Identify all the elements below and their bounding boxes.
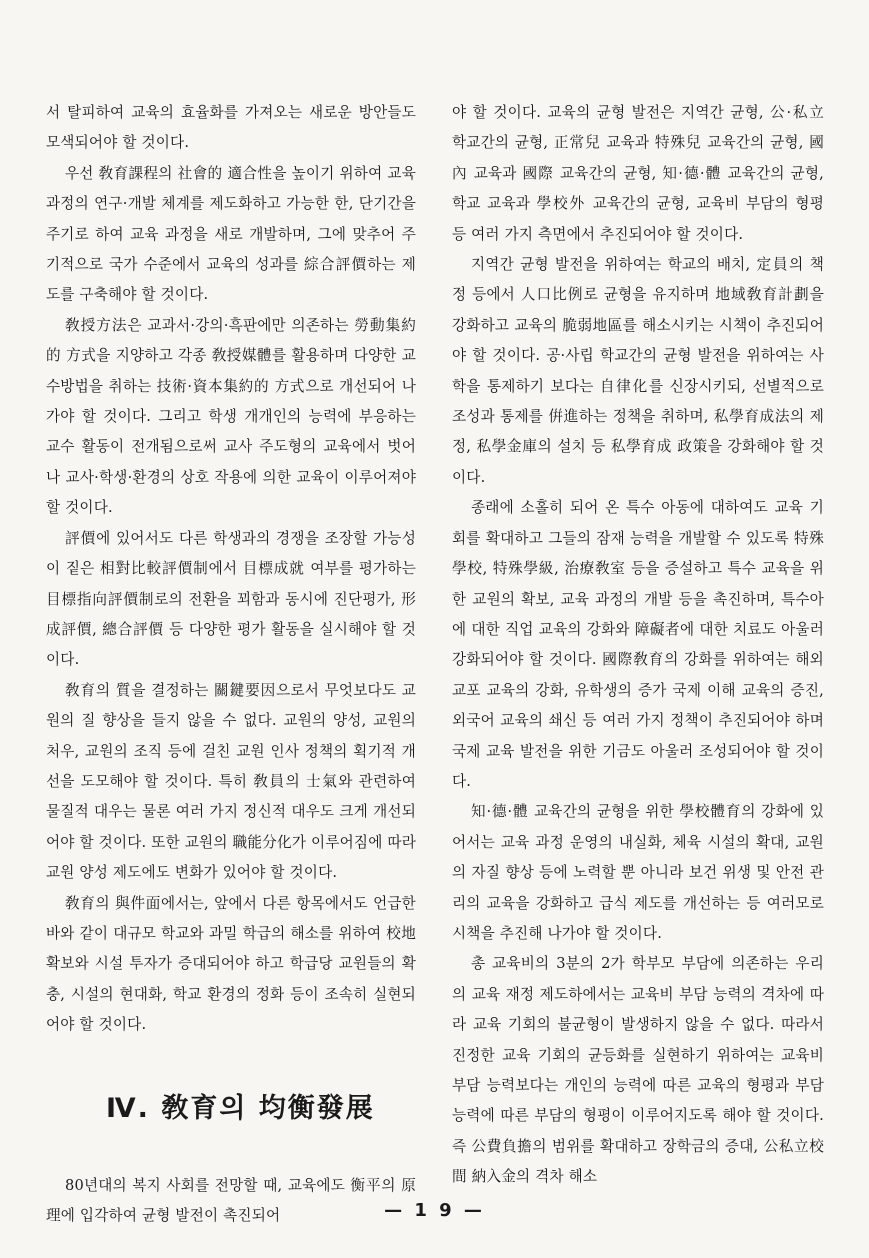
section-heading: Ⅳ. 敎育의 均衡發展 [106, 1092, 375, 1124]
paragraph: 총 교육비의 3분의 2가 학부모 부담에 의존하는 우리의 교육 재정 제도하에서는 교육비 부담 능력의 격차에 따라 교육 기회의 불균형이 발생하지 않을 수 없다. 따라서 진정한 교육 기회의 균등화를 실현하기 위하여는 교육비 부담 능력보다는 개인의 능력에 따른 교육의 형평과 부담 능력에 따른 부담의 형평이 이루어지도록 해야 할 것이다. 즉 公費負擔의 범위를 확대하고 장학금의 증대, 公私立校間 納入金의 격차 해소 [452, 955, 824, 1186]
right-column [452, 98, 824, 1193]
left-column [46, 98, 416, 1231]
paragraph: 80년대의 복지 사회를 전망할 때, 교육에도 衡平의 原理에 입각하여 균형 발전이 촉진되어 [46, 1176, 416, 1224]
paragraph: 評價에 있어서도 다른 학생과의 경쟁을 조장할 가능성이 짙은 相對比較評價制에서 目標成就 여부를 평가하는 目標指向評價制로의 전환을 꾀함과 동시에 진단평가, 形成評價, 總合評價 등 다양한 평가 활동을 실시해야 할 것이다. [46, 529, 416, 669]
page-number: — 1 9 — [384, 1200, 485, 1221]
paragraph: 종래에 소홀히 되어 온 특수 아동에 대하여도 교육 기회를 확대하고 그들의 잠재 능력을 개발할 수 있도록 特殊學校, 特殊學級, 治療敎室 등을 증설하고 특수 교육을 위한 교원의 확보, 교육 과정의 개발 등을 촉진하며, 특수아에 대한 직업 교육의 강화와 障礙者에 대한 치료도 아울러 강화되어야 할 것이다. 國際敎育의 강화를 위하여는 해외 교포 교육의 강화, 유학생의 증가 국제 이해 교육의 증진, 외국어 교육의 쇄신 등 여러 가지 정책이 추진되어야 하며 국제 교육 발전을 위한 기금도 아울러 조성되어야 할 것이다. [452, 499, 824, 790]
paragraph: 지역간 균형 발전을 위하여는 학교의 배치, 定員의 책정 등에서 人口比例로 균형을 유지하며 地域敎育計劃을 강화하고 교육의 脆弱地區를 해소시키는 시책이 추진되어야 할 것이다. 공·사립 학교간의 균형 발전을 위하여는 사학을 통제하기 보다는 自律化를 신장시키되, 선별적으로 조성과 통제를 倂進하는 정책을 취하며, 私學育成法의 제정, 私學金庫의 설치 등 私學育成 政策을 강화해야 할 것이다. [452, 256, 824, 486]
paragraph: 우선 敎育課程의 社會的 適合性을 높이기 위하여 교육 과정의 연구·개발 체계를 제도화하고 가능한 한, 단기간을 주기로 하여 교육 과정을 새로 개발하며, 그에 맞추어 주기적으로 국가 수준에서 교육의 성과를 綜合評價하는 제도를 구축해야 할 것이다. [46, 164, 416, 304]
paragraph: 知·德·體 교육간의 균형을 위한 學校體育의 강화에 있어서는 교육 과정 운영의 내실화, 체육 시설의 확대, 교원의 자질 향상 등에 노력할 뿐 아니라 보건 위생 및 안전 관리의 교육을 강화하고 급식 제도를 개선하는 등 여러모로 시책을 추진해 나가야 할 것이다. [452, 803, 824, 942]
paragraph: 敎育의 與件面에서는, 앞에서 다른 항목에서도 언급한 바와 같이 대규모 학교와 과밀 학급의 해소를 위하여 校地 확보와 시설 투자가 증대되어야 하고 학급당 교원들의 확충, 시설의 현대화, 학교 환경의 정화 등이 조속히 실현되어야 할 것이다. [46, 894, 416, 1034]
paragraph: 야 할 것이다. 교육의 균형 발전은 지역간 균형, 公·私立 학교간의 균형, 正常兒 교육과 特殊兒 교육간의 균형, 國內 교육과 國際 교육간의 균형, 知·德·體 교육간의 균형, 학교 교육과 學校外 교육간의 균형, 교육비 부담의 형평 등 여러 가지 측면에서 추진되어야 할 것이다. [452, 104, 824, 243]
paragraph: 敎育의 質을 결정하는 關鍵要因으로서 무엇보다도 교원의 질 향상을 들지 않을 수 없다. 교원의 양성, 교원의 처우, 교원의 조직 등에 걸친 교원 인사 정책의 획기적 개선을 도모해야 할 것이다. 특히 敎員의 士氣와 관련하여 물질적 대우는 물론 여러 가지 정신적 대우도 크게 개선되어야 할 것이다. 또한 교원의 職能分化가 이루어짐에 따라 교원 양성 제도에도 변화가 있어야 할 것이다. [46, 681, 416, 882]
paragraph: 敎授方法은 교과서·강의·흑판에만 의존하는 勞動集約的 方式을 지양하고 각종 敎授媒體를 활용하며 다양한 교수방법을 취하는 技術·資本集約的 方式으로 개선되어 나가야 할 것이다. 그리고 학생 개개인의 능력에 부응하는 교수 활동이 전개됨으로써 교사 주도형의 교육에서 벗어나 교사·학생·환경의 상호 작용에 의한 교육이 이루어져야 할 것이다. [46, 316, 416, 517]
paragraph: 서 탈피하여 교육의 효율화를 가져오는 새로운 방안들도 모색되어야 할 것이다. [46, 104, 416, 152]
